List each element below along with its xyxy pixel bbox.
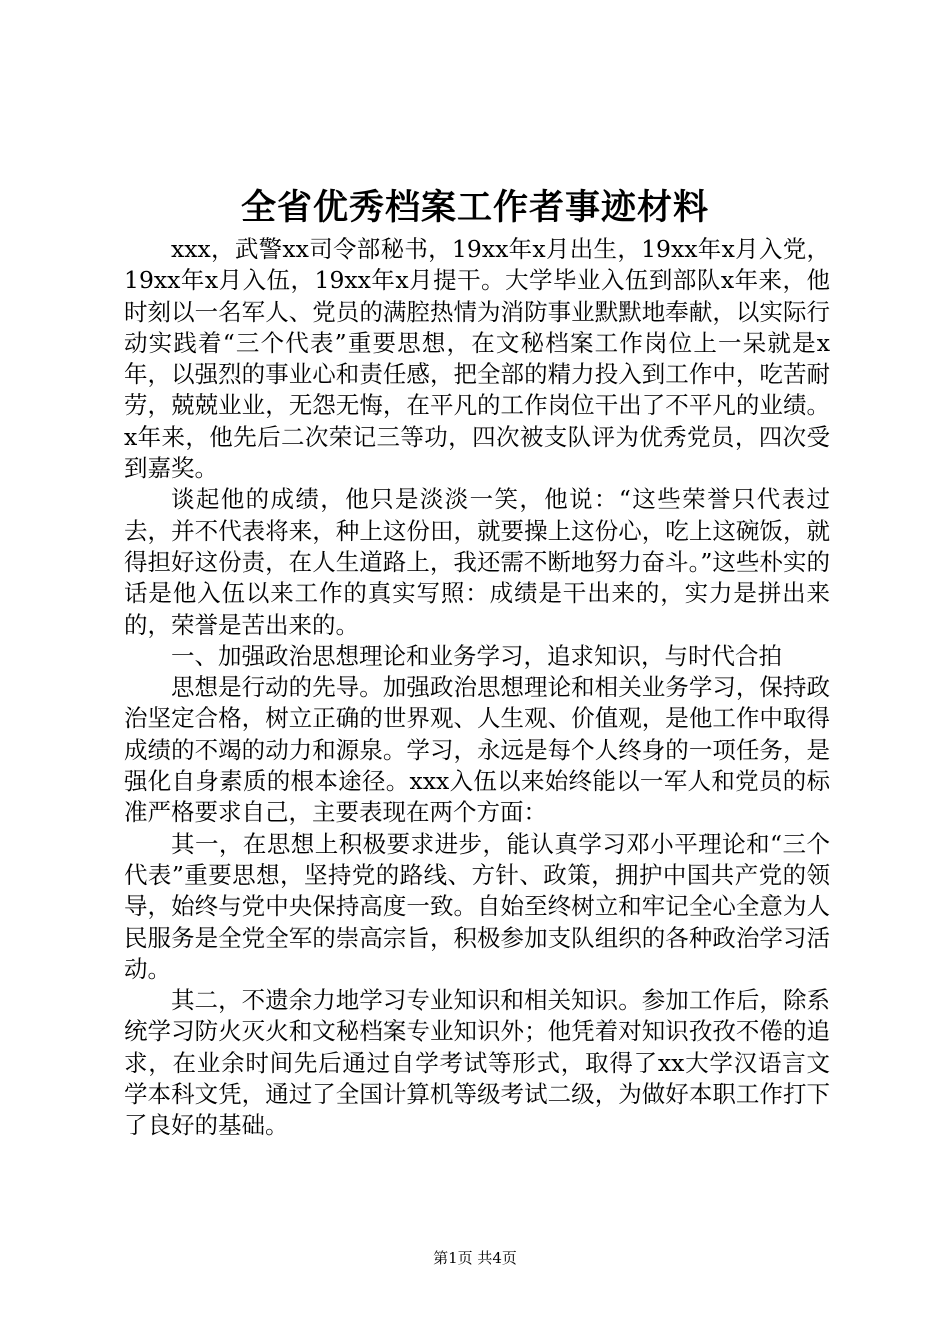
paragraph-intro: xxx，武警xx司令部秘书，19xx年x月出生，19xx年x月入党，19xx年x月入伍，19xx年x月提干。大学毕业入伍到部队x年来，他时刻以一名军人、党员的满腔热情为消防事业默默地奉献，以实际行动实践着“三个代表”重要思想，在文秘档案工作岗位上一呆就是x年，以强烈的事业心和责任感，把全部的精力投入到工作中，吃苦耐劳，兢兢业业，无怨无悔，在平凡的工作岗位干出了不平凡的业绩。x年来，他先后二次荣记三等功，四次被支队评为优秀党员，四次受到嘉奖。 [124,235,830,483]
page-number: 第1页 共4页 [433,1249,517,1267]
paragraph-achievements: 谈起他的成绩，他只是淡淡一笑，他说：“这些荣誉只代表过去，并不代表将来，种上这份田，就要操上这份心，吃上这碗饭，就得担好这份责，在人生道路上，我还需不断地努力奋斗。”这些朴实的话是他入伍以来工作的真实写照：成绩是干出来的，实力是拼出来的，荣誉是苦出来的。 [124,485,830,639]
paragraph-study: 思想是行动的先导。加强政治思想理论和相关业务学习，保持政治坚定合格，树立正确的世界观、人生观、价值观，是他工作中取得成绩的不竭的动力和源泉。学习，永远是每个人终身的一项任务，是强化自身素质的根本途径。xxx入伍以来始终能以一军人和党员的标准严格要求自己，主要表现在两个方面： [124,673,830,827]
document-body [124,234,830,1142]
section-heading-1: 一、加强政治思想理论和业务学习，追求知识，与时代合拍 [171,641,782,670]
paragraph-point-2: 其二，不遗余力地学习专业知识和相关知识。参加工作后，除系统学习防火灭火和文秘档案专业知识外；他凭着对知识孜孜不倦的追求，在业余时间先后通过自学考试等形式，取得了xx大学汉语言文学本科文凭，通过了全国计算机等级考试二级，为做好本职工作打下了良好的基础。 [124,986,830,1140]
paragraph-point-1: 其一，在思想上积极要求进步，能认真学习邓小平理论和“三个代表”重要思想，坚持党的路线、方针、政策，拥护中国共产党的领导，始终与党中央保持高度一致。自始至终树立和牢记全心全意为人民服务是全党全军的崇高宗旨，积极参加支队组织的各种政治学习活动。 [124,829,830,983]
document-title: 全省优秀档案工作者事迹材料 [240,187,709,228]
